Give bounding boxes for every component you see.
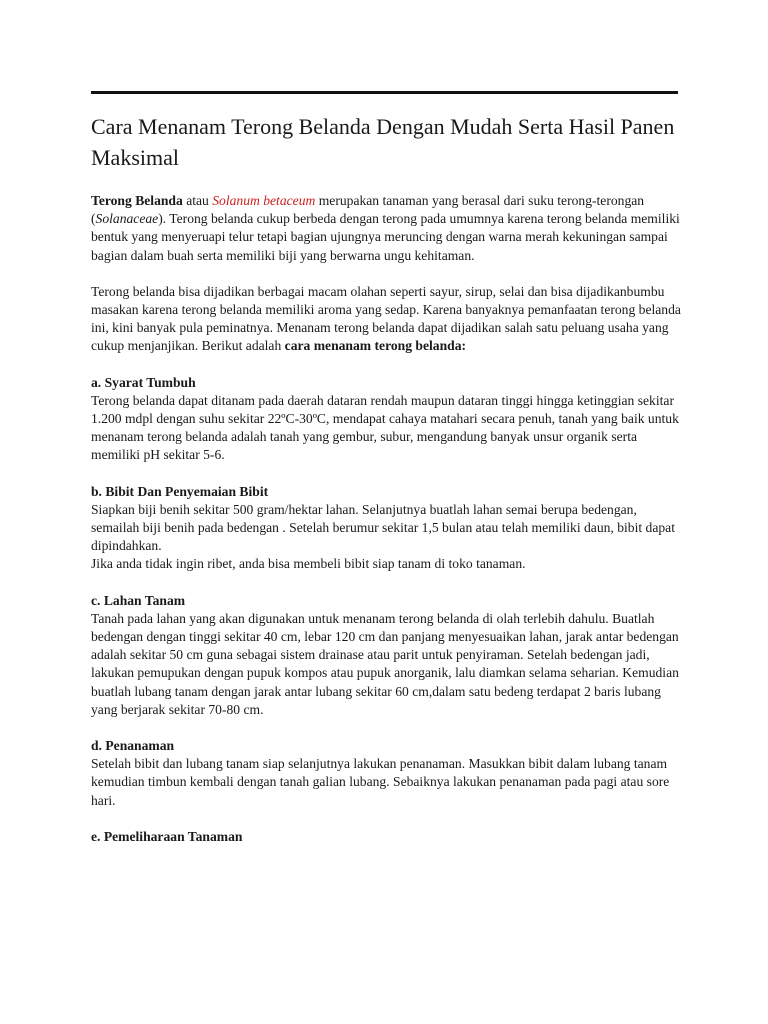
intro-paragraph [91, 192, 681, 265]
intro-text-3: ). Terong belanda cukup berbeda dengan terong pada umumnya karena terong belanda memiliki bentuk yang menyeruapi telur tetapi bagian ujungnya meruncing dengan warna merah kekuningan sampai bagian dalam buah serta memiliki biji yang berwarna ungu kehitaman. [91, 211, 680, 263]
top-rule [91, 91, 678, 94]
scientific-name-link[interactable]: Solanum betaceum [212, 193, 316, 208]
section-body: Tanah pada lahan yang akan digunakan untuk menanam terong belanda di olah terlebih dahulu. Buatlah bedengan dengan tinggi sekitar 40 cm, lebar 120 cm dan panjang menyesuaikan lahan, jarak antar bedengan adalah sekitar 50 cm guna sebagai sistem drainase atau parit untuk penyiraman. Setelah bedengan jadi, lakukan pemupukan dengan pupuk kompos atau pupuk anorganik, lalu diamkan selama seharian. Kemudian buatlah lubang tanam dengan jarak antar lubang sekitar 60 cm,dalam satu bedeng terdapat 2 baris lubang yang berjarak sekitar 70-80 cm. [91, 610, 679, 717]
section-pemeliharaan [91, 828, 681, 846]
usage-text: Terong belanda bisa dijadikan berbagai macam olahan seperti sayur, sirup, selai dan bisa dijadikanbumbu masakan karena terong belanda memiliki aroma yang sedap. Karena banyaknya pemanfaatan terong belanda ini, kini banyak pula peminatnya. Menanam terong belanda dapat dijadikan salah satu peluang usaha yang cukup menjanjikan. Berikut adalah [91, 283, 681, 354]
section-heading: e. Pemeliharaan Tanaman [91, 828, 243, 844]
family-name: Solanaceae [95, 211, 159, 227]
section-penanaman [91, 737, 681, 810]
section-heading: b. Bibit Dan Penyemaian Bibit [91, 483, 269, 499]
section-body: Setelah bibit dan lubang tanam siap selanjutnya lakukan penanaman. Masukkan bibit dalam lubang tanam kemudian timbun kembali dengan tanah galian lubang. Sebaiknya lakukan penanaman pada pagi atau sore hari. [91, 756, 670, 808]
article-title: Cara Menanam Terong Belanda Dengan Mudah Serta Hasil Panen Maksimal [91, 114, 675, 170]
section-heading: d. Penanaman [91, 738, 175, 754]
section-heading: c. Lahan Tanam [91, 592, 186, 608]
section-lahan-tanam [91, 592, 681, 719]
intro-bold-term: Terong Belanda [91, 193, 183, 208]
section-body-2: Jika anda tidak ingin ribet, anda bisa membeli bibit siap tanam di toko tanaman. [91, 556, 526, 572]
section-bibit [91, 483, 681, 574]
section-body: Terong belanda dapat ditanam pada daerah dataran rendah maupun dataran tinggi hingga ketinggian sekitar 1.200 mdpl dengan suhu sekitar 22ºC-30ºC, mendapat cahaya matahari secara penuh, tanah yang baik untuk menanam terong belanda adalah tanah yang gembur, subur, mengandung banyak unsur organik serta memiliki pH sekitar 5-6. [91, 392, 679, 463]
intro-text-1: atau [182, 193, 213, 208]
article [91, 111, 681, 846]
section-syarat-tumbuh [91, 374, 681, 465]
section-body: Siapkan biji benih sekitar 500 gram/hektar lahan. Selanjutnya buatlah lahan semai berupa bedengan, semailah biji benih pada bedengan . Setelah berumur sekitar 1,5 bulan atau telah memiliki daun, bibit dapat dipindahkan. [91, 501, 675, 554]
usage-paragraph [91, 283, 681, 356]
section-heading: a. Syarat Tumbuh [91, 374, 196, 390]
usage-bold: cara menanam terong belanda: [284, 338, 467, 354]
intro-text-2: merupakan tanaman yang berasal dari suku terong-terongan ( [91, 193, 645, 227]
